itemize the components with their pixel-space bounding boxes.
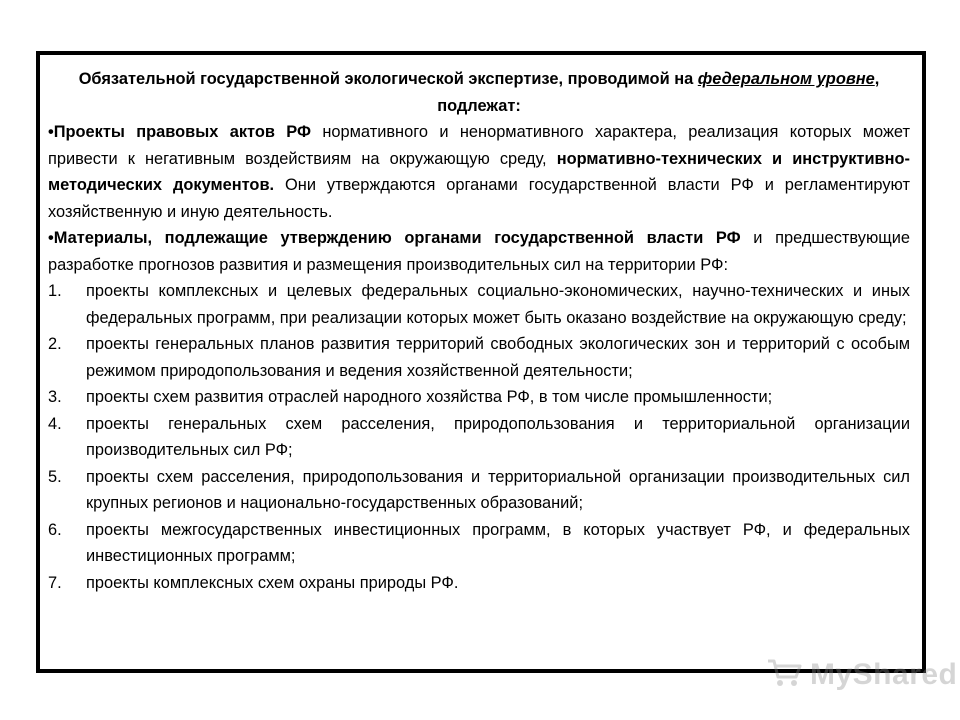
list-item-text: проекты схем развития отраслей народного хозяйства РФ, в том числе промышленности; bbox=[86, 388, 773, 406]
watermark bbox=[766, 655, 957, 695]
title-text-before: Обязательной государственной экологической экспертизе, проводимой на bbox=[78, 70, 698, 88]
title-underlined-text: федеральном уровне bbox=[697, 70, 875, 88]
list-number: 5. bbox=[48, 467, 62, 486]
list-number: 6. bbox=[48, 520, 62, 539]
list-item bbox=[48, 278, 910, 331]
list-item-text: проекты схем расселения, природопользования и территориальной организации производительных сил крупных регионов и национально-государственных образований; bbox=[86, 467, 910, 512]
list-number: 7. bbox=[48, 573, 62, 592]
slide-title bbox=[48, 66, 910, 119]
slide-content bbox=[48, 66, 910, 596]
list-number: 1. bbox=[48, 282, 62, 300]
list-item bbox=[48, 331, 910, 384]
title-text-after: , подлежат: bbox=[437, 70, 880, 115]
watermark-text: MyShared bbox=[810, 658, 958, 691]
list-item bbox=[48, 464, 910, 517]
list-number: 3. bbox=[48, 388, 62, 406]
list-item-text: проекты комплексных схем охраны природы РФ. bbox=[86, 573, 459, 592]
paragraph-legal-acts bbox=[48, 119, 910, 225]
list-item-text: проекты межгосударственных инвестиционных программ, в которых участвует РФ, и федеральных инвестиционных программ; bbox=[86, 520, 910, 565]
paragraph1-bold-docs: нормативно-технических и инструктивно-методических документов. bbox=[48, 149, 910, 194]
paragraph1-text-end: Они утверждаются органами государственной власти РФ и регламентируют хозяйственную и иную деятельность. bbox=[48, 176, 910, 221]
list-number: 4. bbox=[48, 414, 62, 433]
list-item-text: проекты генеральных схем расселения, природопользования и территориальной организации производительных сил РФ; bbox=[86, 414, 910, 459]
list-number: 2. bbox=[48, 335, 62, 353]
paragraph1-bold-lead: •Проекты правовых актов РФ bbox=[48, 123, 312, 141]
paragraph1-text: нормативного и ненормативного характера, реализация которых может привести к негативным воздействиям на окружающую среду, bbox=[48, 123, 911, 168]
list-item bbox=[48, 384, 910, 411]
list-item bbox=[48, 517, 910, 570]
list-item-text: проекты комплексных и целевых федеральных социально-экономических, научно-технических и иных федеральных программ, при реализации которых может быть оказано воздействие на окружающую среду; bbox=[86, 282, 910, 327]
cart-icon bbox=[766, 657, 804, 694]
list-item-text: проекты генеральных планов развития территорий свободных экологических зон и территорий с особым режимом природопользования и ведения хозяйственной деятельности; bbox=[86, 335, 910, 380]
projects-list bbox=[48, 278, 910, 596]
list-item bbox=[48, 411, 910, 464]
paragraph2-text: и предшествующие разработке прогнозов развития и размещения производительных сил на территории РФ: bbox=[48, 229, 910, 274]
paragraph-materials bbox=[48, 225, 910, 278]
paragraph2-bold-lead: •Материалы, подлежащие утверждению органами государственной власти РФ bbox=[48, 229, 741, 247]
list-item bbox=[48, 570, 910, 597]
